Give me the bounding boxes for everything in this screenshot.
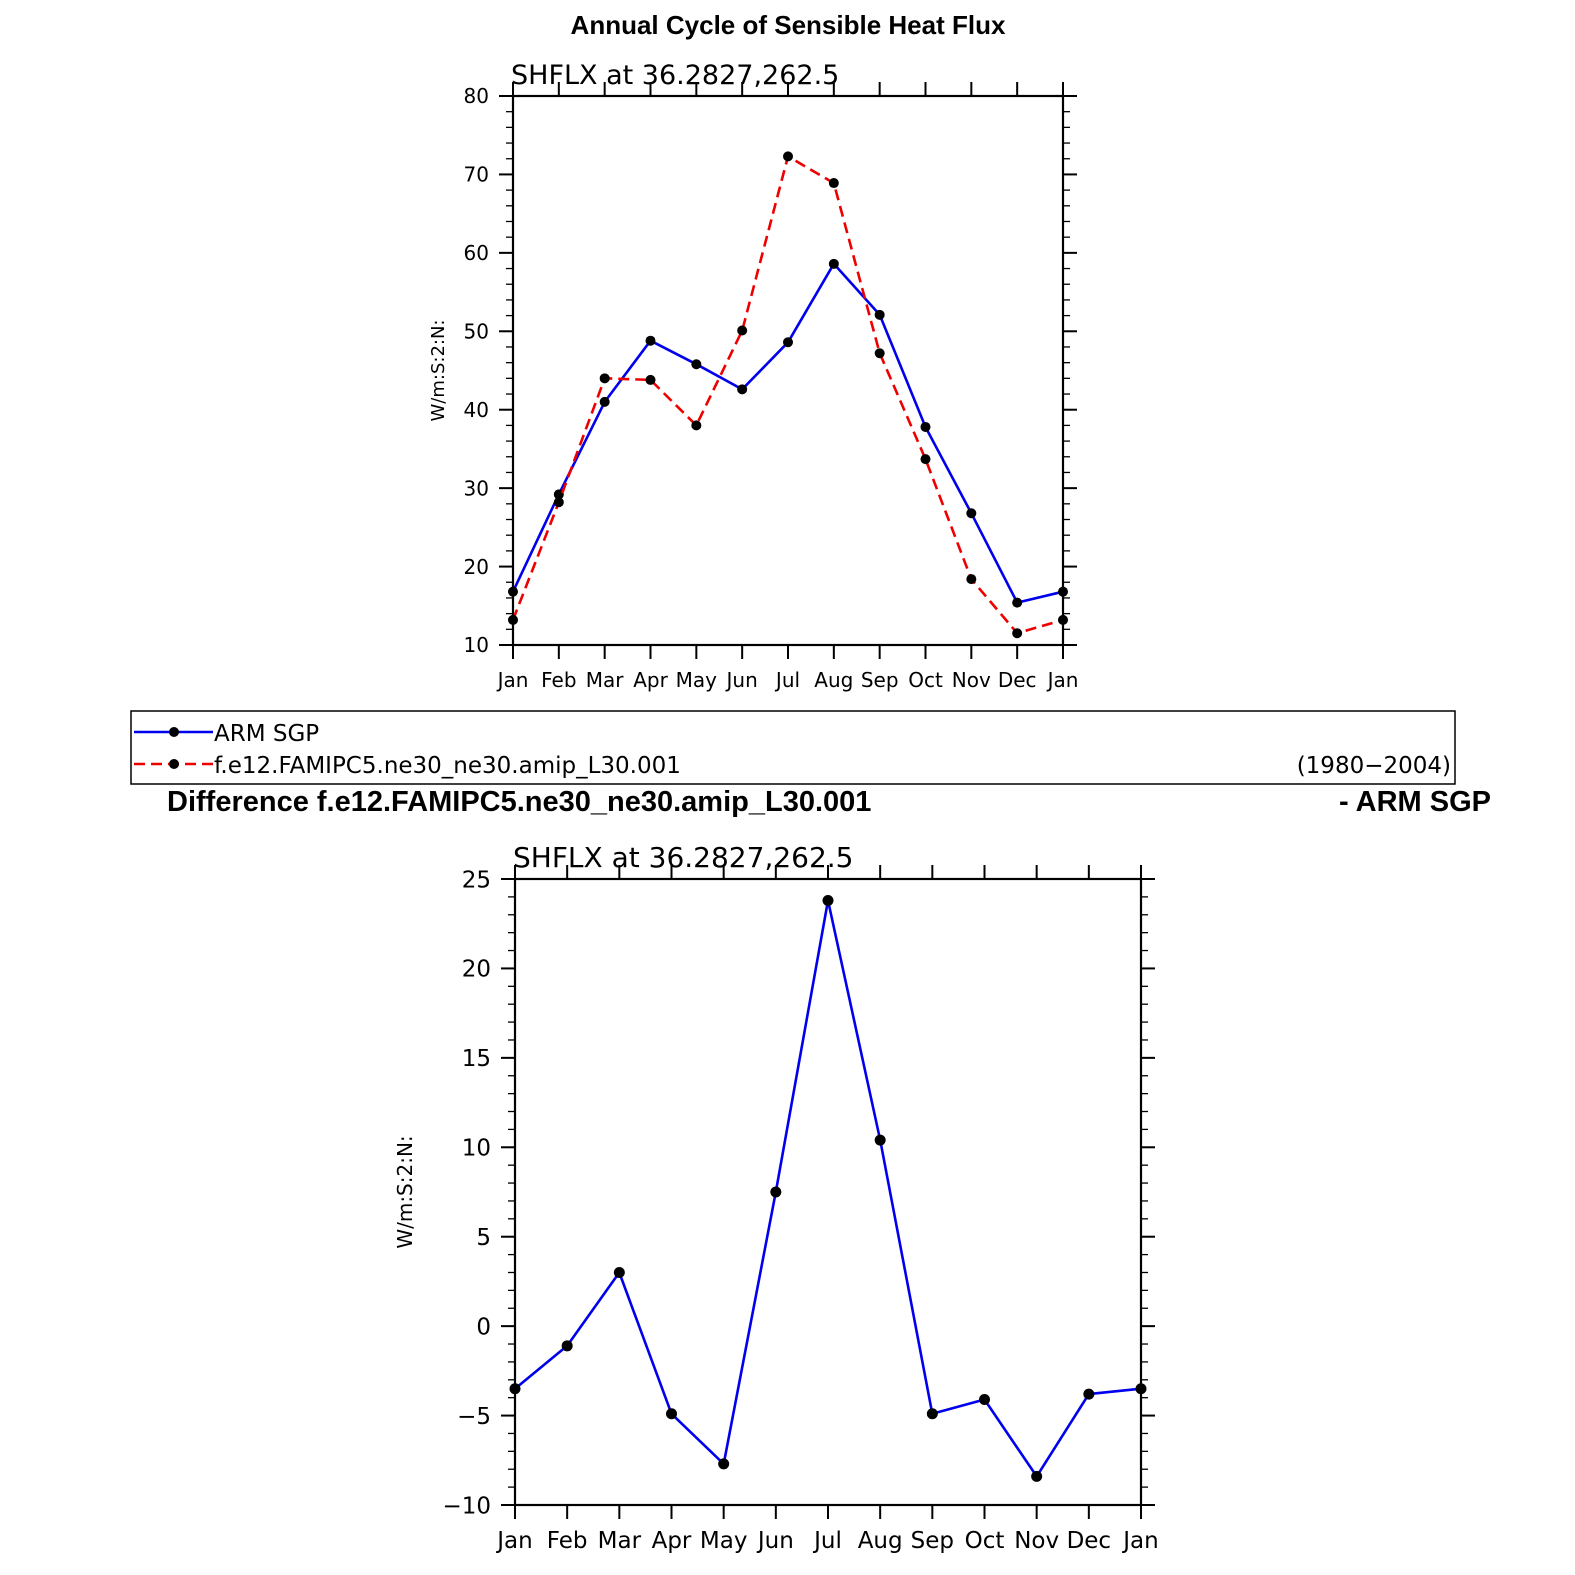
x-tick-label: Oct	[908, 668, 943, 692]
data-point	[646, 336, 656, 346]
difference-title-left: Difference f.e12.FAMIPC5.ne30_ne30.amip_L30.001	[167, 786, 872, 818]
data-point	[508, 587, 518, 597]
x-tick-label: Jun	[757, 1528, 794, 1554]
data-point	[737, 326, 747, 336]
x-tick-label: Jul	[775, 668, 801, 692]
y-tick-label: 10	[461, 1135, 491, 1162]
x-tick-label: May	[699, 1528, 748, 1554]
y-tick-label: 50	[463, 319, 489, 344]
series-line-0	[515, 901, 1141, 1477]
y-axis-label: W/m:S:2:N:	[428, 319, 449, 422]
x-tick-label: May	[675, 668, 718, 692]
data-point	[1012, 598, 1022, 608]
x-tick-label: Jul	[814, 1528, 842, 1554]
y-tick-label: 80	[463, 84, 489, 109]
x-tick-label: Aug	[814, 668, 854, 692]
legend-label-arm-sgp: ARM SGP	[214, 721, 320, 747]
data-point	[1136, 1383, 1147, 1394]
data-point	[783, 151, 793, 161]
y-tick-label: 10	[463, 633, 489, 658]
data-point	[979, 1394, 990, 1405]
chart-subtitle: SHFLX at 36.2827,262.5	[511, 60, 840, 91]
data-point	[875, 1135, 886, 1146]
data-point	[823, 895, 834, 906]
annual-cycle-chart	[428, 60, 1078, 692]
chart-subtitle: SHFLX at 36.2827,262.5	[513, 841, 854, 874]
data-point	[829, 178, 839, 188]
y-tick-label: 25	[461, 867, 491, 894]
data-point	[770, 1187, 781, 1198]
data-point	[614, 1267, 625, 1278]
data-point	[691, 420, 701, 430]
y-tick-label: 5	[476, 1224, 491, 1251]
y-tick-label: −5	[457, 1403, 491, 1430]
x-tick-label: Aug	[857, 1528, 903, 1554]
y-tick-label: 70	[463, 162, 489, 187]
x-tick-label: Jan	[497, 668, 529, 692]
x-tick-label: Jan	[497, 1528, 533, 1554]
data-point	[783, 337, 793, 347]
data-point	[1031, 1471, 1042, 1482]
y-tick-label: 20	[463, 554, 489, 579]
x-tick-label: Nov	[951, 668, 991, 692]
x-tick-label: Oct	[964, 1528, 1005, 1554]
data-point	[600, 373, 610, 383]
x-tick-label: Sep	[860, 668, 899, 692]
x-tick-label: Nov	[1014, 1528, 1060, 1554]
data-point	[1058, 587, 1068, 597]
data-point	[691, 359, 701, 369]
y-tick-label: 0	[476, 1314, 491, 1341]
y-tick-label: 60	[463, 241, 489, 266]
series-line-0	[513, 264, 1063, 603]
data-point	[646, 375, 656, 385]
data-point	[921, 422, 931, 432]
data-point	[562, 1340, 573, 1351]
data-point	[921, 454, 931, 464]
y-tick-label: −10	[442, 1493, 491, 1520]
data-point	[600, 397, 610, 407]
data-point	[718, 1458, 729, 1469]
plot-frame	[513, 96, 1063, 645]
data-point	[1012, 628, 1022, 638]
series-line-1	[513, 156, 1063, 633]
x-tick-label: Mar	[585, 668, 624, 692]
data-point	[1058, 615, 1068, 625]
legend-marker-model	[169, 759, 179, 769]
data-point	[554, 497, 564, 507]
plot-frame	[515, 879, 1141, 1505]
data-point	[927, 1408, 938, 1419]
x-tick-label: Dec	[1066, 1528, 1112, 1554]
data-point	[508, 615, 518, 625]
x-tick-label: Apr	[651, 1528, 692, 1554]
y-tick-label: 15	[461, 1046, 491, 1073]
x-tick-label: Dec	[997, 668, 1037, 692]
data-point	[737, 384, 747, 394]
y-tick-label: 40	[463, 397, 489, 422]
x-tick-label: Mar	[597, 1528, 642, 1554]
x-tick-label: Feb	[546, 1528, 588, 1554]
data-point	[875, 348, 885, 358]
legend-marker-arm-sgp	[169, 727, 179, 737]
data-point	[966, 574, 976, 584]
x-tick-label: Jun	[726, 668, 758, 692]
x-tick-label: Feb	[541, 668, 577, 692]
legend	[131, 711, 1455, 784]
x-tick-label: Jan	[1123, 1528, 1159, 1554]
y-axis-label: W/m:S:2:N:	[393, 1135, 417, 1249]
data-point	[510, 1383, 521, 1394]
data-point	[666, 1408, 677, 1419]
x-tick-label: Sep	[910, 1528, 955, 1554]
y-tick-label: 30	[463, 476, 489, 501]
x-tick-label: Apr	[633, 668, 668, 692]
data-point	[829, 259, 839, 269]
x-tick-label: Jan	[1047, 668, 1079, 692]
data-point	[1083, 1389, 1094, 1400]
legend-label-model: f.e12.FAMIPC5.ne30_ne30.amip_L30.001	[214, 753, 681, 779]
data-point	[966, 508, 976, 518]
data-point	[875, 310, 885, 320]
y-tick-label: 20	[461, 956, 491, 983]
difference-title-right: - ARM SGP	[1339, 786, 1491, 818]
figure-title: Annual Cycle of Sensible Heat Flux	[570, 10, 1006, 40]
difference-chart	[393, 841, 1159, 1554]
legend-period: (1980−2004)	[1296, 753, 1451, 779]
